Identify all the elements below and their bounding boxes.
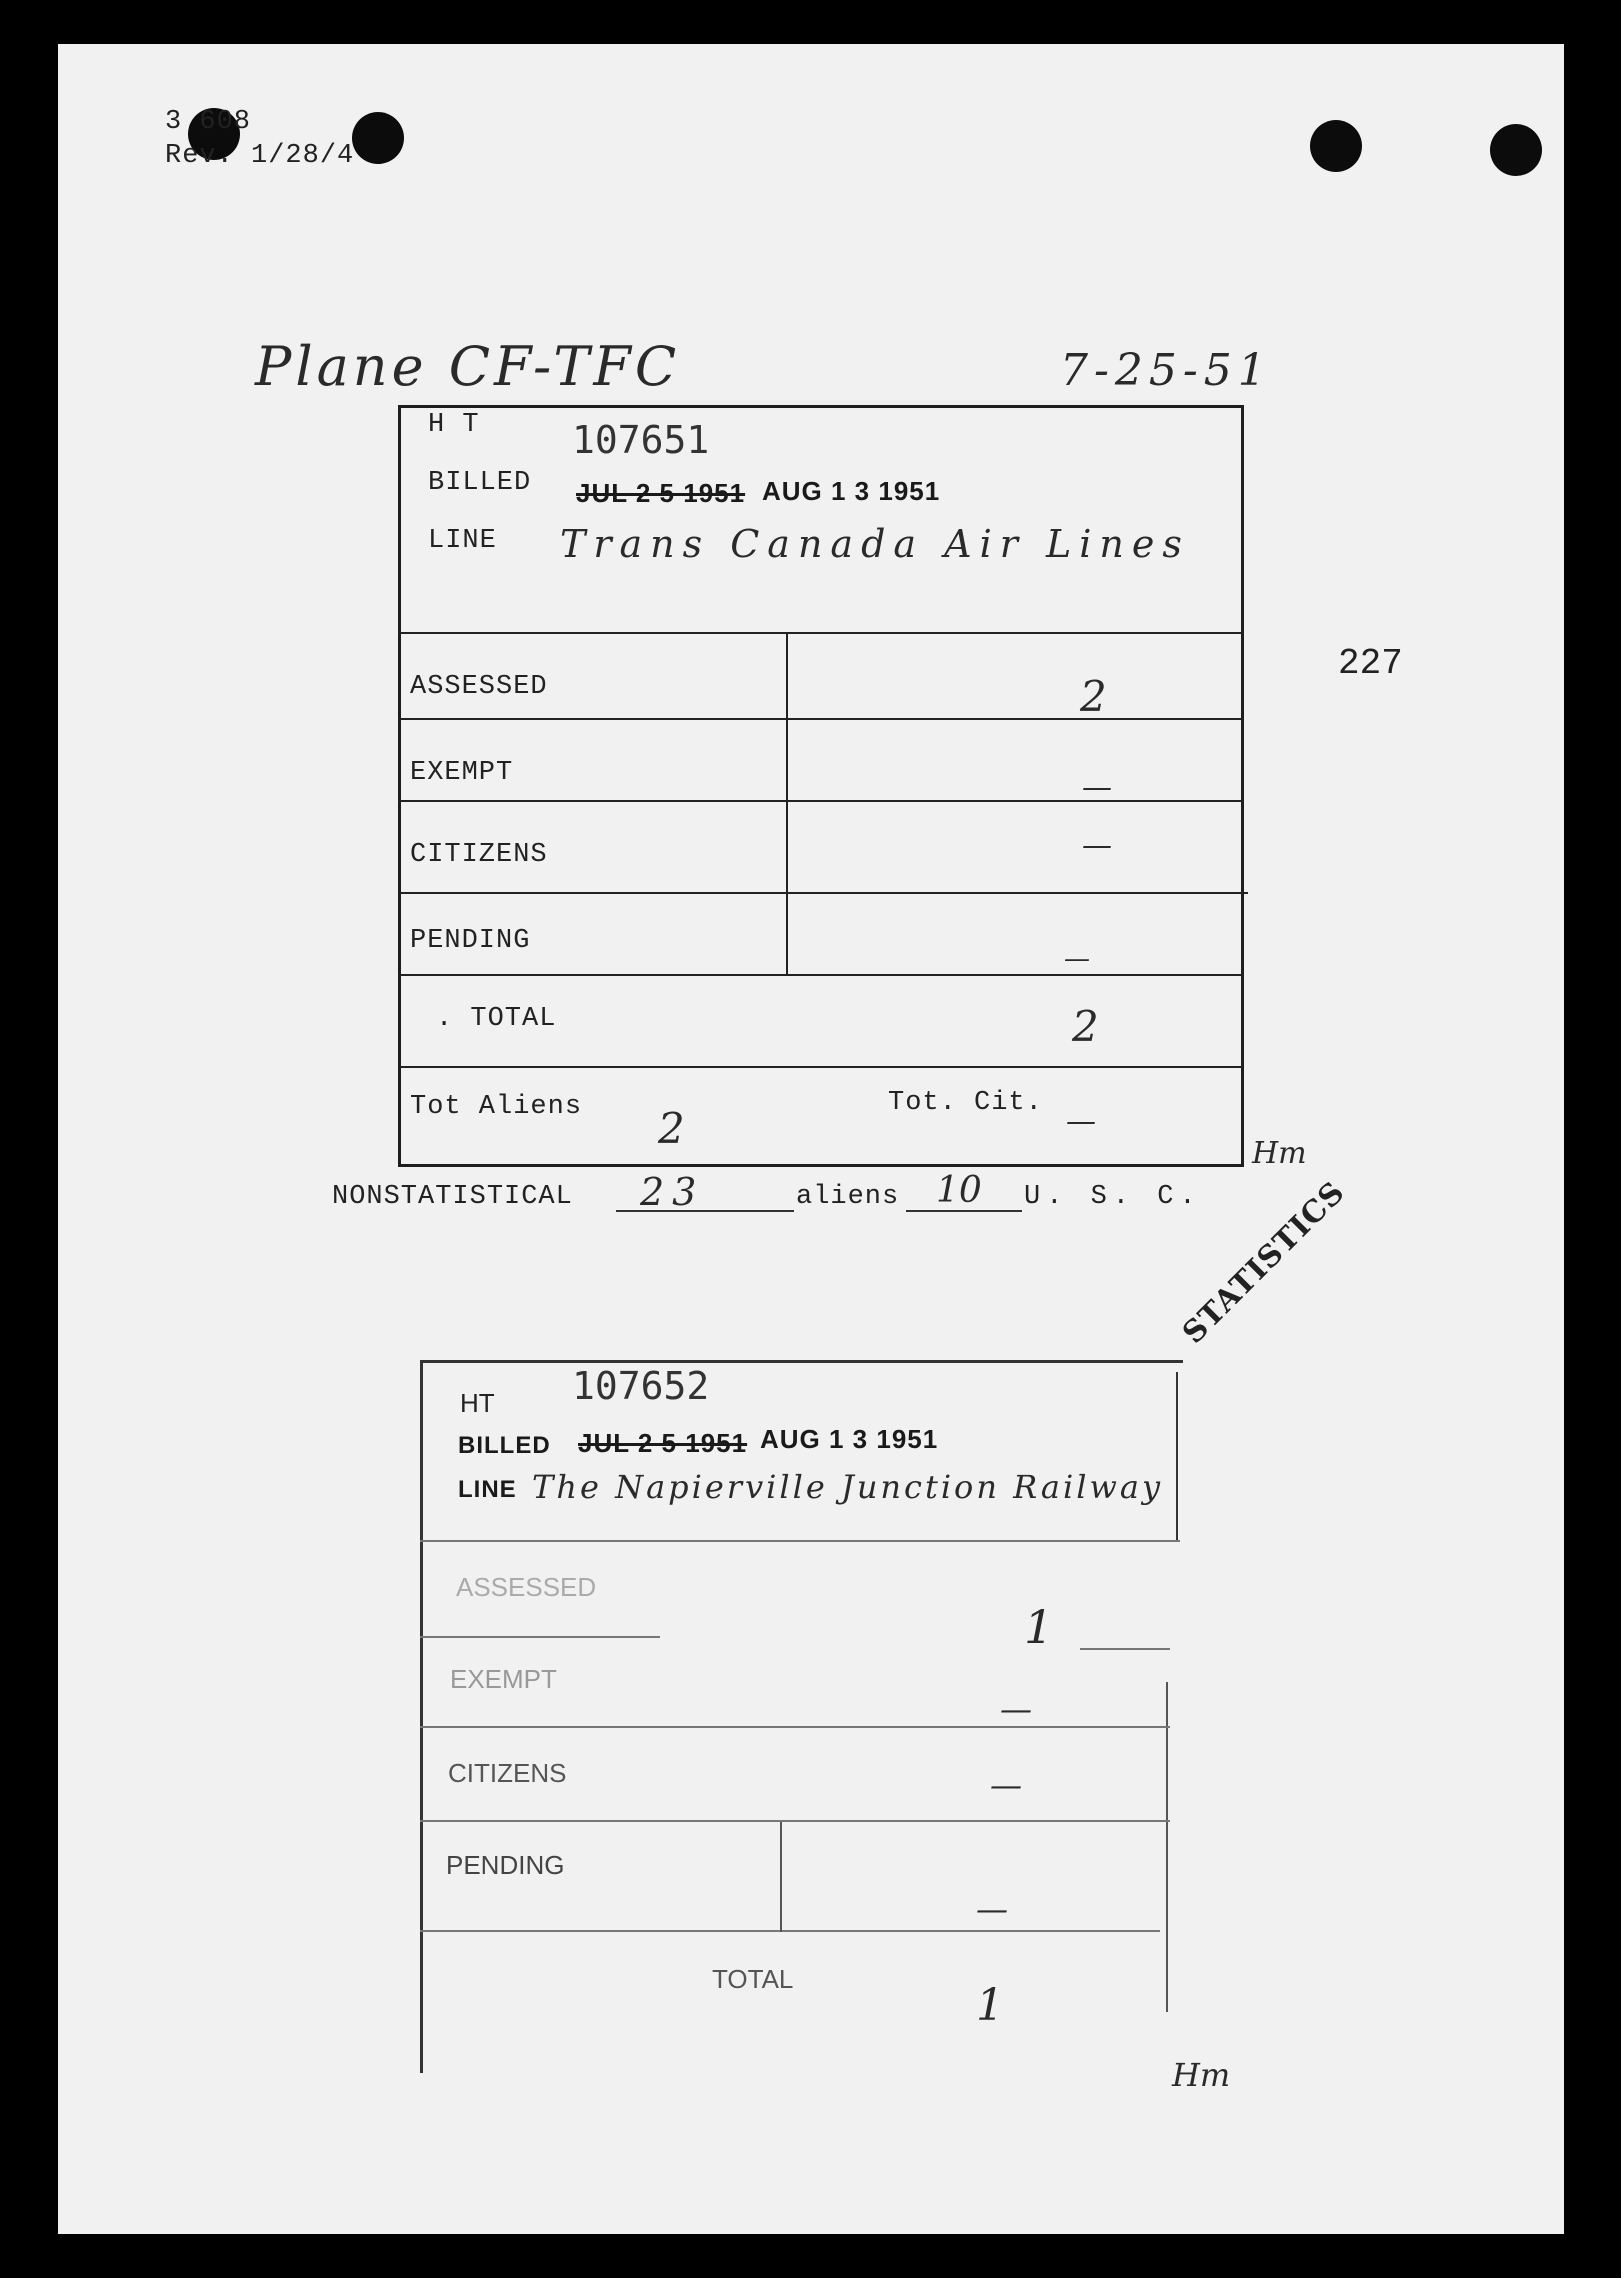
manifest-box-1 [398,405,1244,1167]
divider [398,1066,1244,1068]
line-value-2: The Napierville Junction Railway [532,1468,1164,1506]
row-value-assessed: 2 [1080,672,1107,721]
row-label-citizens: CITIZENS [410,840,548,870]
manifest-box-2 [420,1360,1183,2073]
billed-label-2: BILLED [458,1432,551,1459]
column-divider [786,634,788,974]
ht-label-2: HT [460,1388,495,1418]
divider [420,1540,1180,1542]
divider [398,718,1244,720]
plane-id: Plane CF-TFC [255,335,681,398]
row-value-assessed-2: 1 [1024,1600,1054,1654]
billed-date-2: AUG 1 3 1951 [760,1424,939,1454]
row-value-exempt-2: — [1000,1690,1032,1728]
row-value-exempt: — [1082,770,1112,805]
divider [398,892,1248,894]
total-label: . TOTAL [436,1004,557,1034]
form-number: 3 608 [165,107,252,137]
divider [420,1726,1170,1728]
nonstatistical-label: NONSTATISTICAL [332,1182,573,1212]
form-revision: Rev. 1/28/4 [165,141,355,171]
total-label-2: TOTAL [712,1964,794,1994]
row-value-pending: — [1064,944,1090,974]
row-label-citizens-2: CITIZENS [448,1758,567,1788]
tot-aliens-value: 2 [658,1104,685,1153]
usc-label: U. S. C. [1024,1182,1202,1212]
billed-struck-date: JUL 2 5 1951 [576,478,746,508]
row-label-exempt: EXEMPT [410,758,514,788]
row-label-pending-2: PENDING [446,1850,565,1880]
nonstatistical-usc-value: 10 [936,1170,982,1211]
line-value: Trans Canada Air Lines [560,522,1190,566]
divider [420,1930,1160,1932]
divider [420,1820,1170,1822]
aliens-label: aliens [796,1182,900,1212]
row-value-citizens: — [1082,828,1112,863]
punch-hole [1490,124,1542,176]
page-number: 227 [1338,643,1403,684]
row-label-assessed: ASSESSED [410,672,548,702]
tot-cit-value: — [1066,1104,1096,1139]
initials-1: Hm [1252,1136,1307,1171]
ht-label: H T [428,410,480,440]
billed-struck-date-2: JUL 2 5 1951 [578,1428,748,1458]
billed-label: BILLED [428,468,532,498]
row-value-citizens-2: — [990,1766,1022,1804]
row-label-pending: PENDING [410,926,531,956]
ht-number-2: 107652 [572,1364,710,1408]
form-number-block [165,105,354,173]
box-edge [1166,1682,1168,2012]
box-edge [1176,1372,1178,1542]
total-value-2: 1 [976,1980,1004,2031]
column-divider [780,1822,782,1932]
statistics-stamp: STATISTICS [1176,1174,1353,1351]
line-label-2: LINE [458,1476,517,1503]
punch-hole [352,112,404,164]
divider [398,800,1244,802]
row-value-pending-2: — [976,1890,1008,1928]
row-label-exempt-2: EXEMPT [450,1664,557,1694]
punch-hole [1310,120,1362,172]
billed-date: AUG 1 3 1951 [762,476,941,506]
initials-2: Hm [1172,2056,1231,2094]
tot-aliens-label: Tot Aliens [410,1092,583,1122]
divider [398,632,1244,634]
arrival-date: 7-25-51 [1060,345,1272,396]
line-label: LINE [428,526,497,556]
divider [398,974,1244,976]
ht-number: 107651 [572,418,710,462]
divider [420,1636,660,1638]
nonstatistical-aliens-value: 23 [640,1170,705,1214]
row-label-assessed-2: ASSESSED [456,1572,597,1602]
total-value: 2 [1072,1002,1099,1051]
tot-cit-label: Tot. Cit. [888,1088,1043,1118]
divider [1080,1648,1170,1650]
